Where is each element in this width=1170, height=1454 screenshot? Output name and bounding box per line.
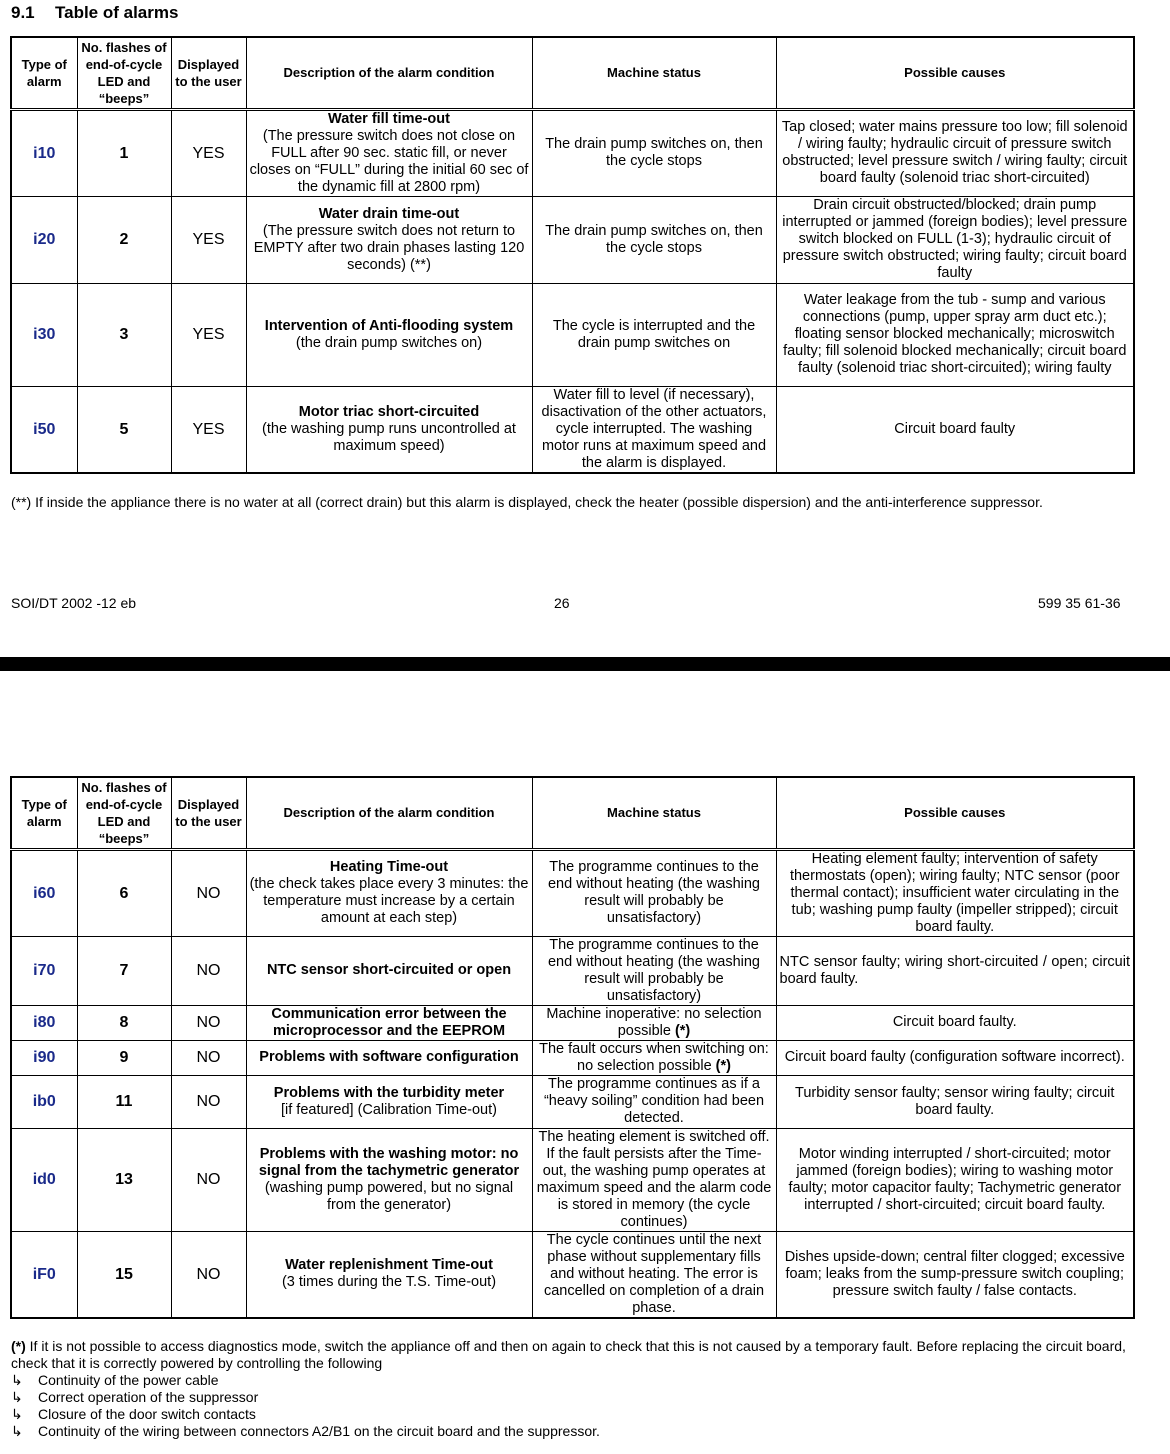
check-item-text: Correct operation of the suppressor [38,1389,259,1405]
header-status: Machine status [532,777,776,849]
description-text: (the drain pump switches on) [295,334,483,351]
alarm-code: id0 [11,1128,77,1231]
alarm-code: i20 [11,196,77,283]
possible-causes: Turbidity sensor faulty; sensor wiring faulty; circuit board faulty. [776,1075,1134,1128]
description-title: Problems with software configuration [259,1049,519,1065]
hook-arrow-icon: ↳ [11,1389,23,1405]
flash-count: 13 [77,1128,171,1231]
description-text: (the check takes place every 3 minutes: the temperature must increase by a certain amount at each step) [249,876,529,926]
footer-part-number: 599 35 61-36 [1038,595,1121,611]
check-item [11,1423,1136,1440]
flash-count: 2 [77,196,171,283]
possible-causes: Circuit board faulty (configuration software incorrect). [776,1040,1134,1075]
status-footnote-mark: (*) [715,1057,731,1074]
description-text: (The pressure switch does not close on FULL after 90 sec. static fill, or never closes on “FULL” during the initial 60 sec of the dynamic fill at 2800 rpm) [249,127,529,195]
table-row [11,1231,1134,1318]
header-displayed: Displayed to the user [171,37,246,109]
alarm-description [246,283,532,386]
machine-status [532,1040,776,1075]
alarm-code: i30 [11,283,77,386]
possible-causes: Water leakage from the tub - sump and various connections (pump, upper spray arm duct etc.); floating sensor blocked mechanically; microswitch faulty; fill solenoid blocked mechanically; circuit board faulty (solenoid triac short-circuited); wiring faulty [776,283,1134,386]
hook-arrow-icon: ↳ [11,1372,23,1388]
description-title: NTC sensor short-circuited or open [266,962,512,978]
possible-causes: NTC sensor faulty; wiring short-circuited / open; circuit board faulty. [776,936,1134,1005]
flash-count: 8 [77,1005,171,1040]
flash-count: 11 [77,1075,171,1128]
header-description: Description of the alarm condition [246,37,532,109]
description-text: (The pressure switch does not return to EMPTY after two drain phases lasting 120 seconds) (**) [253,222,525,273]
header-status: Machine status [532,37,776,109]
possible-causes: Circuit board faulty [776,386,1134,473]
possible-causes: Heating element faulty; intervention of safety thermostats (open); wiring faulty; NTC sensor (poor thermal contact); insufficient water circulating in the tub; washing pump faulty (impeller stripped); circuit board faulty. [776,849,1134,936]
flash-count: 9 [77,1040,171,1075]
table-row [11,386,1134,473]
displayed-flag: NO [171,1128,246,1231]
machine-status: The heating element is switched off. If the fault persists after the Time-out, the washing pump operates at maximum speed and the alarm code is stored in memory (the cycle continues) [532,1128,776,1231]
table-row [11,1075,1134,1128]
header-causes: Possible causes [776,777,1134,849]
page-divider [0,657,1170,671]
check-item [11,1372,1136,1389]
header-causes: Possible causes [776,37,1134,109]
section-heading: Table of alarms [55,3,179,22]
displayed-flag: NO [171,1005,246,1040]
displayed-flag: NO [171,849,246,936]
description-text: (the washing pump runs uncontrolled at maximum speed) [262,420,516,454]
note-footnote-mark: (*) [11,1338,26,1354]
flash-count: 6 [77,849,171,936]
table-row [11,849,1134,936]
machine-status [532,1005,776,1040]
header-flashes: No. flashes of end-of-cycle LED and “beeps” [77,37,171,109]
alarm-code: i60 [11,849,77,936]
alarm-table-1 [10,36,1135,474]
description-title: Water replenishment Time-out [285,1257,493,1274]
table-row [11,196,1134,283]
header-type: Type of alarm [11,777,77,849]
machine-status: The cycle continues until the next phase without supplementary fills and without heating. The error is cancelled on completion of a drain phase. [532,1231,776,1318]
possible-causes: Motor winding interrupted / short-circuited; motor jammed (foreign bodies); wiring to washing motor faulty; motor capacitor faulty; Tachymetric generator interrupted / short-circuited; circuit board faulty. [776,1128,1134,1231]
check-item [11,1389,1136,1406]
alarm-description [246,109,532,196]
machine-status: The drain pump switches on, then the cycle stops [532,196,776,283]
displayed-flag: NO [171,1075,246,1128]
possible-causes: Tap closed; water mains pressure too low; fill solenoid / wiring faulty; hydraulic circuit of pressure switch obstructed; level pressure switch / wiring faulty; circuit board faulty (solenoid triac short-circuited) [776,109,1134,196]
alarm-description [246,1231,532,1318]
alarm-description [246,936,532,1005]
description-title: Problems with the turbidity meter [273,1084,505,1101]
description-title: Water fill time-out [328,110,450,127]
header-row [11,777,1134,849]
alarm-table-2 [10,776,1135,1319]
header-row [11,37,1134,109]
header-type: Type of alarm [11,37,77,109]
alarm-description [246,1040,532,1075]
description-text: [if featured] (Calibration Time-out) [281,1101,497,1118]
check-item-text: Continuity of the power cable [38,1372,219,1388]
displayed-flag: YES [171,196,246,283]
alarm-code: i10 [11,109,77,196]
flash-count: 7 [77,936,171,1005]
status-text: The fault occurs when switching on: no selection possible [539,1040,769,1074]
table-row [11,936,1134,1005]
flash-count: 1 [77,109,171,196]
description-text: (3 times during the T.S. Time-out) [281,1274,497,1291]
machine-status: Water fill to level (if necessary), disactivation of the other actuators, cycle interrupted. The washing motor runs at maximum speed and the alarm is displayed. [532,386,776,473]
check-item-text: Closure of the door switch contacts [38,1406,256,1422]
possible-causes: Dishes upside-down; central filter clogged; excessive foam; leaks from the sump-pressure switch coupling; pressure switch faulty / false contacts. [776,1231,1134,1318]
drain-note: (**) If inside the appliance there is no water at all (correct drain) but this alarm is displayed, check the heater (possible dispersion) and the anti-interference suppressor. [11,494,1043,510]
hook-arrow-icon: ↳ [11,1423,23,1439]
note-text: If it is not possible to access diagnostics mode, switch the appliance off and then on again to check that this is not caused by a temporary fault. Before replacing the circuit board, check that it is correctly powered by controlling the following [11,1338,1126,1371]
machine-status: The programme continues to the end without heating (the washing result will probably be unsatisfactory) [532,849,776,936]
flash-count: 3 [77,283,171,386]
flash-count: 5 [77,386,171,473]
alarm-description [246,849,532,936]
description-title: Heating Time-out [329,859,449,875]
check-item [11,1406,1136,1423]
displayed-flag: NO [171,1231,246,1318]
description-title: Motor triac short-circuited [298,403,480,420]
table-row [11,1040,1134,1075]
header-displayed: Displayed to the user [171,777,246,849]
table-row [11,1128,1134,1231]
diagnostics-note [11,1338,1136,1440]
possible-causes: Circuit board faulty. [776,1005,1134,1040]
alarm-code: i90 [11,1040,77,1075]
hook-arrow-icon: ↳ [11,1406,23,1422]
description-text: (washing pump powered, but no signal from the generator) [264,1179,514,1213]
status-text: Machine inoperative: no selection possible [546,1005,762,1039]
status-footnote-mark: (*) [674,1022,691,1039]
section-number: 9.1 [11,3,35,22]
page-number: 26 [554,595,570,611]
diagnostics-note-intro [11,1338,1136,1372]
alarm-code: iF0 [11,1231,77,1318]
alarm-code: ib0 [11,1075,77,1128]
machine-status: The drain pump switches on, then the cycle stops [532,109,776,196]
footer-doc-id: SOI/DT 2002 -12 eb [11,595,137,611]
displayed-flag: YES [171,109,246,196]
displayed-flag: YES [171,386,246,473]
alarm-description [246,196,532,283]
description-title: Intervention of Anti-flooding system [264,317,514,334]
header-flashes: No. flashes of end-of-cycle LED and “beeps” [77,777,171,849]
alarm-code: i50 [11,386,77,473]
displayed-flag: NO [171,1040,246,1075]
check-item-text: Continuity of the wiring between connectors A2/B1 on the circuit board and the suppressor. [38,1423,600,1439]
possible-causes: Drain circuit obstructed/blocked; drain pump interrupted or jammed (foreign bodies); level pressure switch blocked on FULL (1-3); hydraulic circuit of pressure switch obstructed; wiring faulty; circuit board faulty [776,196,1134,283]
displayed-flag: YES [171,283,246,386]
machine-status: The programme continues as if a “heavy soiling” condition had been detected. [532,1075,776,1128]
description-title: Communication error between the microprocessor and the EEPROM [271,1005,507,1039]
table-row [11,109,1134,196]
description-title: Problems with the washing motor: no signal from the tachymetric generator [258,1145,520,1179]
flash-count: 15 [77,1231,171,1318]
displayed-flag: NO [171,936,246,1005]
alarm-code: i70 [11,936,77,1005]
header-description: Description of the alarm condition [246,777,532,849]
section-title [11,3,178,23]
alarm-description [246,1005,532,1040]
table-row [11,283,1134,386]
alarm-description [246,1128,532,1231]
alarm-code: i80 [11,1005,77,1040]
alarm-description [246,1075,532,1128]
alarm-description [246,386,532,473]
description-title: Water drain time-out [318,205,460,222]
machine-status: The programme continues to the end without heating (the washing result will probably be unsatisfactory) [532,936,776,1005]
table-row [11,1005,1134,1040]
machine-status: The cycle is interrupted and the drain pump switches on [532,283,776,386]
